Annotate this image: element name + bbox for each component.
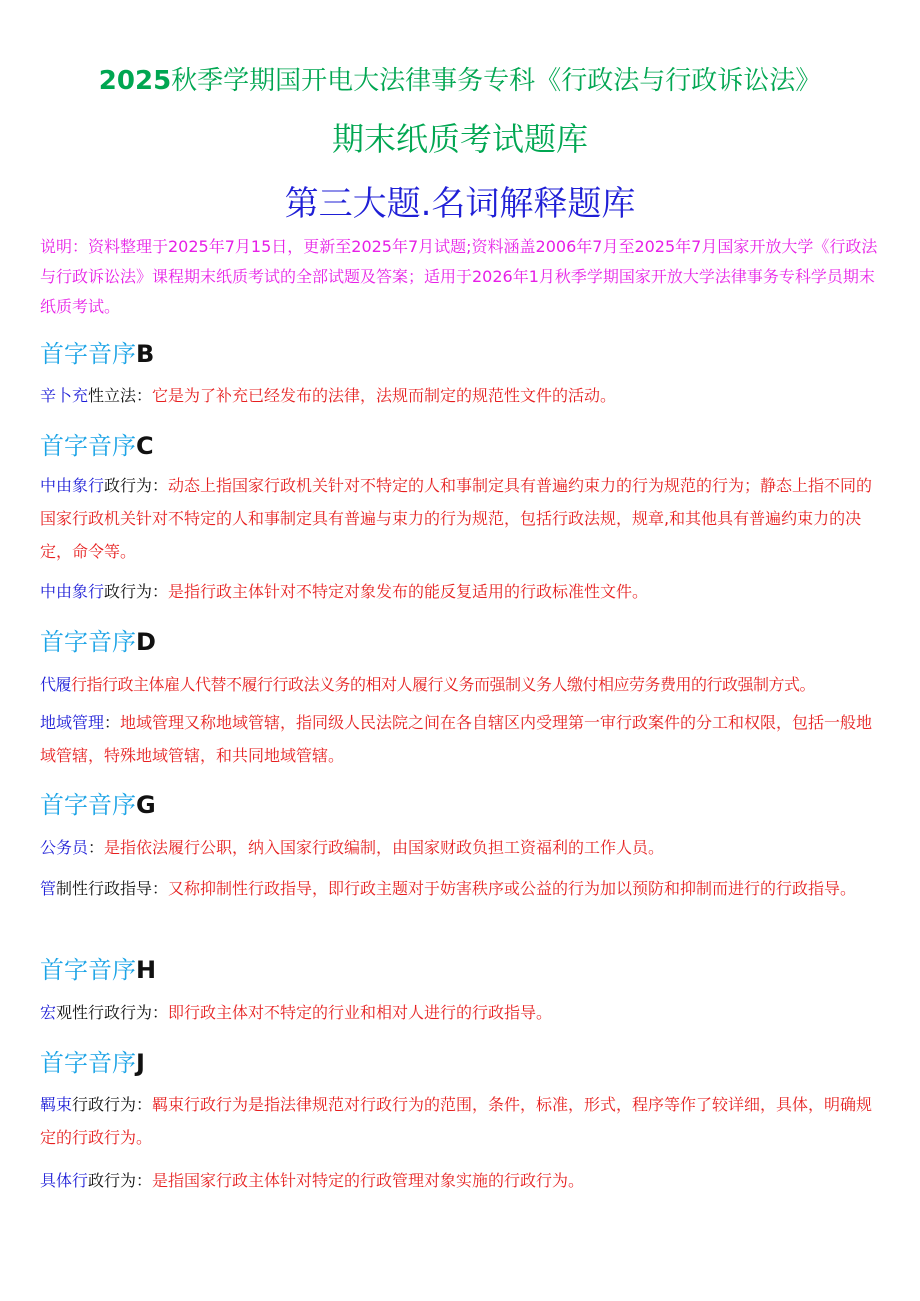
term-name: 具体行 [40, 1171, 89, 1190]
term-name: 管 [40, 879, 57, 898]
section-letter: H [136, 956, 157, 984]
section-prefix: 首字音序 [40, 340, 136, 368]
term-entry [40, 996, 885, 1029]
term-definition: 羁束行政行为是指法律规范对行政行为的范围，条件，标准，形式，程序等作了较详细，具体，明确规定的行政行为。 [40, 1095, 873, 1147]
letter-section-g [40, 785, 156, 820]
section-letter: D [136, 628, 156, 656]
section-letter: B [136, 340, 155, 368]
term-name-suffix: 制性行政指导： [56, 879, 169, 898]
term-name-suffix: 政行为： [88, 1171, 153, 1190]
section-prefix: 首字音序 [40, 791, 136, 819]
term-definition: 又称抑制性行政指导，即行政主题对于妨害秩序或公益的行为加以预防和抑制而进行的行政指导。 [168, 879, 857, 898]
document-subtitle: 期末纸质考试题库 [331, 120, 588, 158]
term-definition: 地域管理又称地域管辖，指同级人民法院之间在各自辖区内受理第一审行政案件的分工和权限，包括一般地域管辖，特殊地域管辖，和共同地域管辖。 [40, 713, 873, 765]
term-entry [40, 469, 885, 568]
term-entry [40, 872, 885, 905]
letter-section-h [40, 950, 156, 985]
term-entry [40, 575, 885, 608]
term-name: 中由象行 [40, 476, 105, 495]
letter-section-d [40, 622, 156, 657]
term-name-suffix: 政行为： [104, 582, 169, 601]
term-name-suffix: 观性行政行为： [56, 1003, 169, 1022]
description-note: 说明：资料整理于2025年7月15日，更新至2025年7月试题;资料涵盖2006年7月至2025年7月国家开放大学《行政法与行政诉讼法》课程期末纸质考试的全部试题及答案；适用于2026年1月秋季学期国家开放大学法律事务专科学员期末纸质考试。 [40, 237, 878, 316]
term-name: 公务员 [40, 838, 89, 857]
term-name-suffix: ： [88, 838, 105, 857]
term-entry [40, 668, 890, 701]
term-name-suffix: 行政行为： [72, 1095, 153, 1114]
section-prefix: 首字音序 [40, 432, 136, 460]
term-entry [40, 706, 885, 772]
title-text: 秋季学期国开电大法律事务专科 [171, 66, 536, 96]
title-year: 2025 [98, 66, 172, 96]
document-title [0, 60, 920, 97]
term-definition: 是指行政主体针对不特定对象发布的能反复适用的行政标准性文件。 [168, 582, 649, 601]
term-definition: 是指国家行政主体针对特定的行政管理对象实施的行政行为。 [152, 1171, 585, 1190]
term-definition: 行指行政主体雇人代替不履行行政法义务的相对人履行义务而强制义务人缴付相应劳务费用的行政强制方式。 [71, 675, 816, 694]
term-name-suffix: ： [104, 713, 121, 732]
term-definition: 动态上指国家行政机关针对不特定的人和事制定具有普遍约束力的行为规范的行为；静态上指不同的国家行政机关针对不特定的人和事制定具有普遍与束力的行为规范，包括行政法规，规章,和其他具有普遍约束力的决定，命令等。 [40, 476, 873, 561]
term-name: 地域管理 [40, 713, 105, 732]
term-name: 中由象行 [40, 582, 105, 601]
section-prefix: 首字音序 [40, 628, 136, 656]
section-prefix: 首字音序 [40, 956, 136, 984]
term-name: 辛卜充 [40, 386, 89, 405]
term-name: 代履 [40, 675, 72, 694]
course-name: 《行政法与行政诉讼法》 [535, 66, 822, 96]
letter-section-j [40, 1043, 145, 1078]
term-definition: 即行政主体对不特定的行业和相对人进行的行政指导。 [168, 1003, 553, 1022]
term-definition: 它是为了补充已经发布的法律，法规而制定的规范性文件的活动。 [152, 386, 617, 405]
term-name: 宏 [40, 1003, 57, 1022]
term-entry [40, 379, 885, 412]
section-prefix: 首字音序 [40, 1049, 136, 1077]
section-heading: 第三大题.名词解释题库 [284, 184, 636, 224]
term-entry [40, 1088, 885, 1154]
term-definition: 是指依法履行公职，纳入国家行政编制，由国家财政负担工资福利的工作人员。 [104, 838, 665, 857]
term-name-suffix: 政行为： [104, 476, 169, 495]
section-letter: G [136, 791, 156, 819]
term-entry [40, 831, 885, 864]
section-letter: J [136, 1049, 145, 1077]
section-letter: C [136, 432, 154, 460]
term-name-suffix: 性立法： [88, 386, 153, 405]
letter-section-c [40, 426, 154, 461]
letter-section-b [40, 334, 154, 369]
term-name: 羁束 [40, 1095, 73, 1114]
term-entry [40, 1164, 885, 1197]
